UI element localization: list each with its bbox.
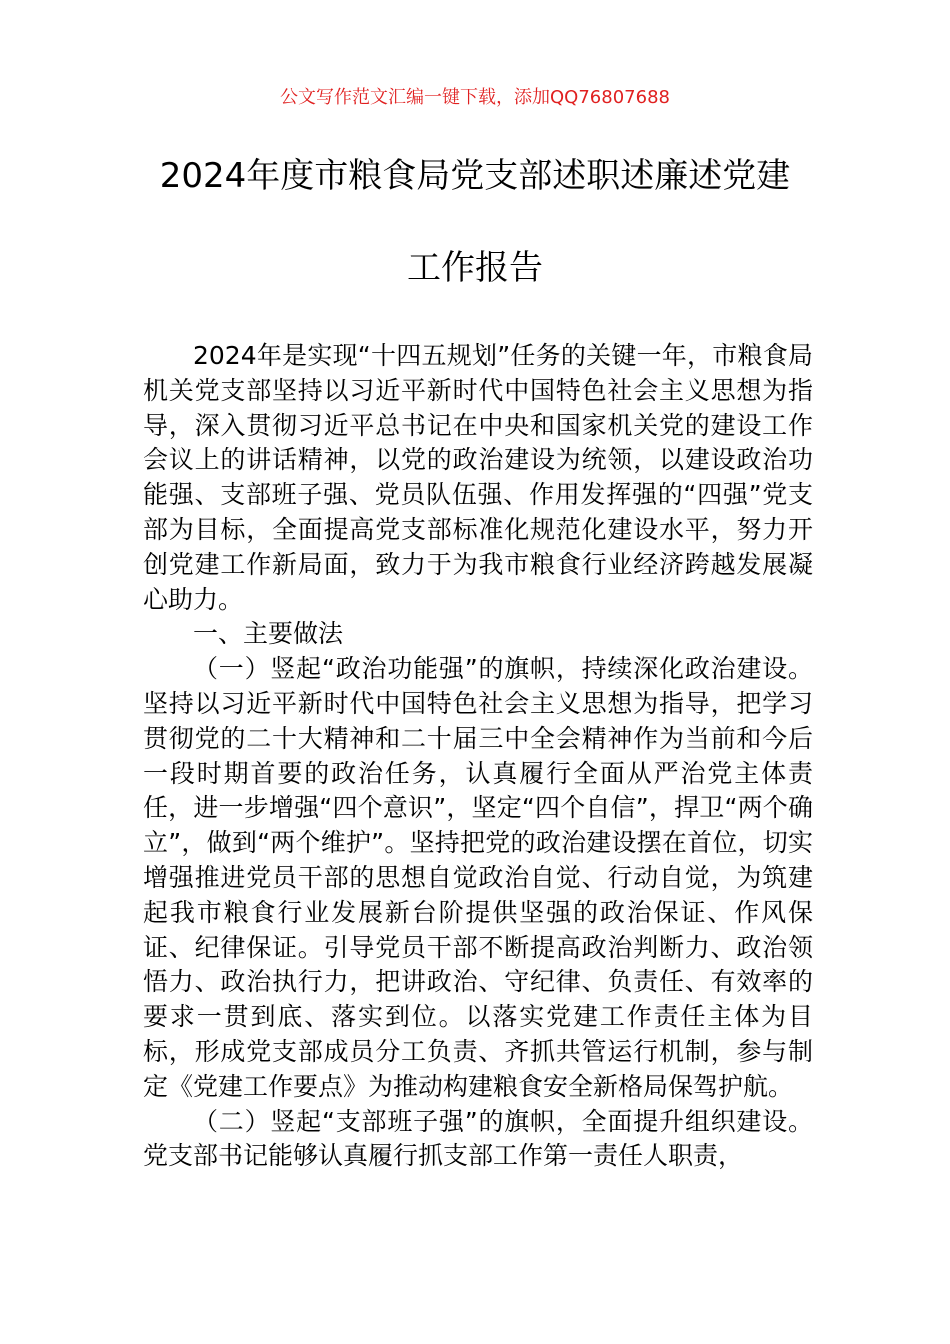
document-body — [143, 339, 813, 1174]
section-heading-main-practices: 一、主要做法 — [193, 619, 344, 649]
paragraph-intro: 2024年是实现“十四五规划”任务的关键一年，市粮食局机关党支部坚持以习近平新时代中国特色社会主义思想为指导，深入贯彻习近平总书记在中央和国家机关党的建设工作会议上的讲话精神，以党的政治建设为统领，以建设政治功能强、支部班子强、党员队伍强、作用发挥强的“四强”党支部为目标，全面提高党支部标准化规范化建设水平，努力开创党建工作新局面，致力于为我市粮食行业经济跨越发展凝心助力。 — [143, 341, 813, 614]
paragraph-organization-building: （二）竖起“支部班子强”的旗帜，全面提升组织建设。党支部书记能够认真履行抓支部工作第一责任人职责， — [143, 1106, 813, 1171]
paragraph-political-building: （一）竖起“政治功能强”的旗帜，持续深化政治建设。坚持以习近平新时代中国特色社会主义思想为指导，把学习贯彻党的二十大精神和二十届三中全会精神作为当前和今后一段时期首要的政治任务，认真履行全面从严治党主体责任，进一步增强“四个意识”，坚定“四个自信”，捍卫“两个确立”，做到“两个维护”。坚持把党的政治建设摆在首位，切实增强推进党员干部的思想自觉政治自觉、行动自觉，为筑建起我市粮食行业发展新台阶提供坚强的政治保证、作风保证、纪律保证。引导党员干部不断提高政治判断力、政治领悟力、政治执行力，把讲政治、守纪律、负责任、有效率的要求一贯到底、落实到位。以落实党建工作责任主体为目标，形成党支部成员分工负责、齐抓共管运行机制，参与制定《党建工作要点》为推动构建粮食安全新格局保驾护航。 — [143, 654, 813, 1101]
download-banner: 公文写作范文汇编一键下载，添加QQ76807688 — [280, 87, 670, 108]
document-title-line-2: 工作报告 — [407, 248, 543, 288]
document-title-line-1: 2024年度市粮食局党支部述职述廉述党建 — [159, 156, 791, 196]
